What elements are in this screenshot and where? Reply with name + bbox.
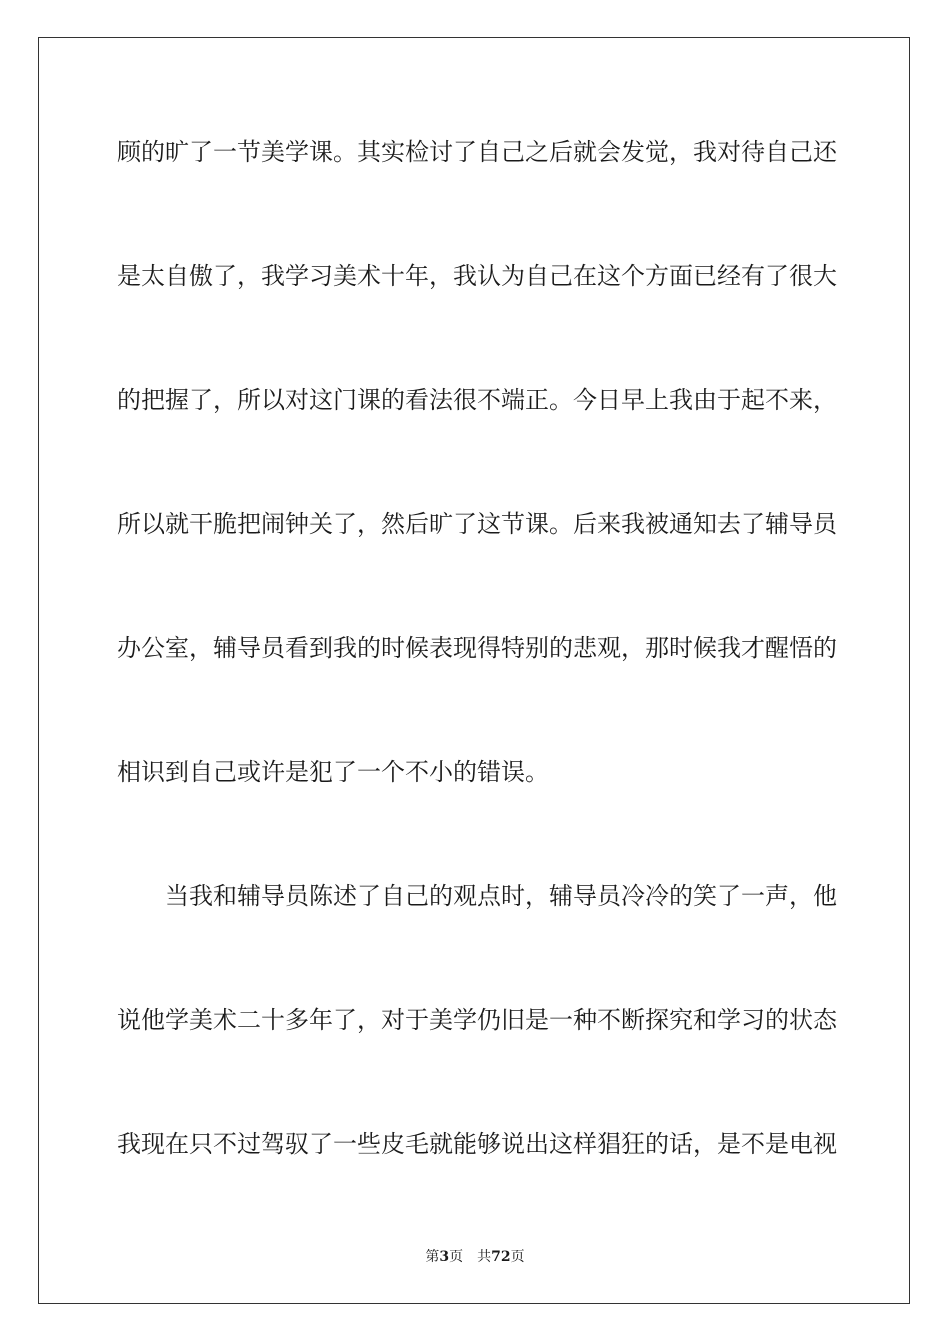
paragraph-first-line: 当我和辅导员陈述了自己的观点时，辅导员冷冷的笑了一声，他 [165,882,837,910]
body-text-line: 办公室，辅导员看到我的时候表现得特别的悲观，那时候我才醒悟的 [117,634,837,662]
footer-page-suffix: 页 [449,1249,464,1265]
body-text-line: 说他学美术二十多年了，对于美学仍旧是一种不断探究和学习的状态 [117,1006,837,1034]
body-text-line: 顾的旷了一节美学课。其实检讨了自己之后就会发觉，我对待自己还 [117,138,837,166]
footer-total-prefix: 共 [477,1249,492,1265]
body-text-line: 我现在只不过驾驭了一些皮毛就能够说出这样猖狂的话，是不是电视 [117,1130,837,1158]
body-text-line: 的把握了，所以对这门课的看法很不端正。今日早上我由于起不来， [117,386,837,414]
footer-total-suffix: 页 [510,1249,525,1265]
body-text-line: 是太自傲了，我学习美术十年，我认为自己在这个方面已经有了很大 [117,262,837,290]
total-page-count: 72 [491,1249,511,1265]
body-text-line: 所以就干脆把闹钟关了，然后旷了这节课。后来我被通知去了辅导员 [117,510,837,538]
footer-page-prefix: 第 [425,1249,440,1265]
current-page-number: 3 [439,1249,450,1265]
page-number-footer [0,1248,950,1266]
page-border [38,37,910,1304]
body-text-line: 相识到自己或许是犯了一个不小的错误。 [117,758,549,786]
